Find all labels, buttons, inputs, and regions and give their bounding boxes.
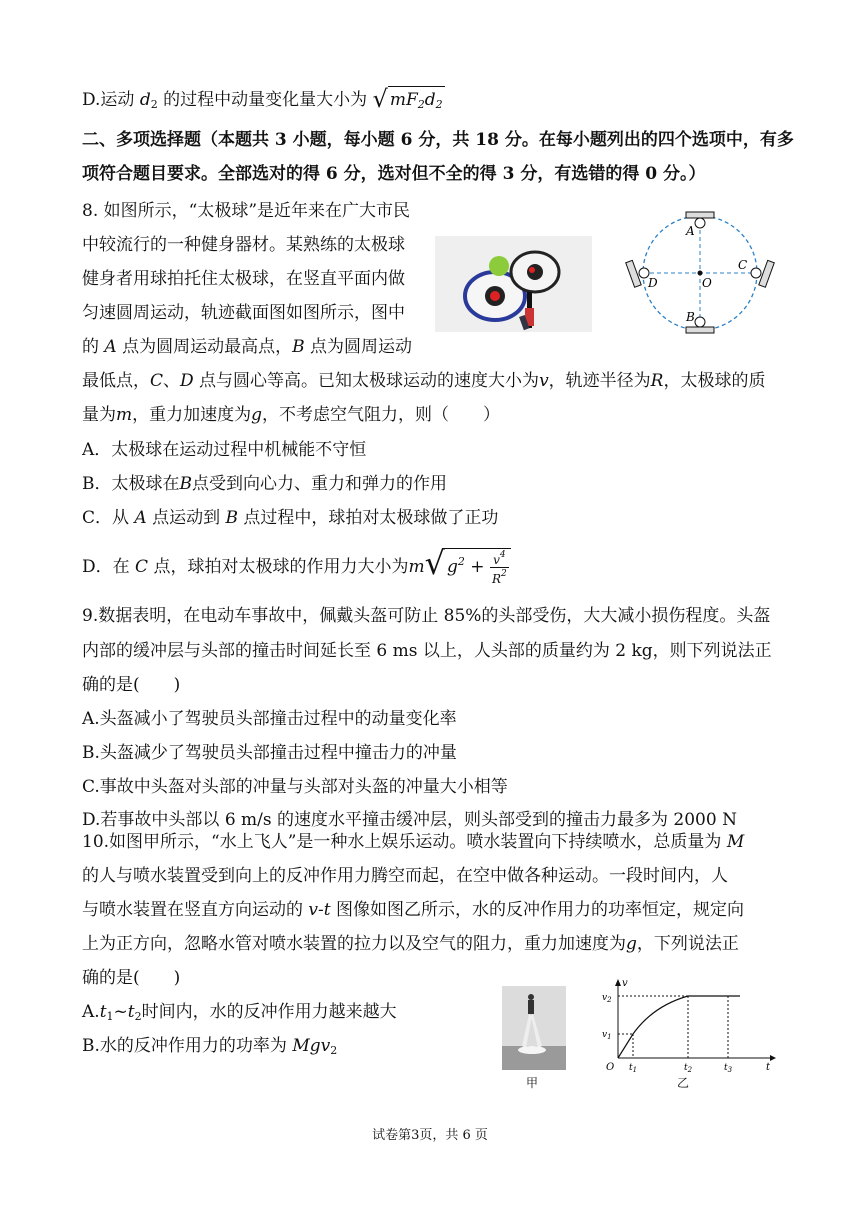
ball-bottom [695, 317, 705, 327]
jetpack-illustration [502, 986, 566, 1070]
q8-line1: 8. 如图所示，“太极球”是近年来在广大市民 [82, 201, 411, 221]
section2-line2: 项符合题目要求。全部选对的得 6 分，选对但不全的得 3 分，有选错的得 0 分。） [82, 164, 706, 184]
racket-bottom [686, 327, 714, 333]
sqrt-icon: √ [372, 85, 388, 113]
water-jetpack-photo [502, 986, 566, 1070]
label-v1: $v_1$ [602, 1030, 612, 1041]
q8-line7: 量为m，重力加速度为g，不考虑空气阻力，则（ ） [82, 405, 501, 425]
label-t2: $t_2$ [684, 1063, 693, 1074]
caption-yi: 乙 [677, 1076, 690, 1090]
label-origin: O [606, 1062, 615, 1073]
q8-line2: 中较流行的一种健身器材。某熟练的太极球 [82, 235, 405, 255]
q10-line4: 上为正方向，忽略水管对喷水装置的拉力以及空气的阻力，重力加速度为g，下列说法正 [82, 934, 739, 954]
q8-line4: 匀速圆周运动，轨迹截面图如图所示，图中 [82, 303, 405, 323]
vt-graph [598, 976, 778, 1076]
sqrt-icon: √ [424, 544, 445, 582]
q9-option-c: C.事故中头盔对头部的冲量与头部对头盔的冲量大小相等 [82, 777, 508, 797]
prev-option-d: D.运动 $d_2$ 的过程中动量变化量大小为 √ $mF_2d_2$ [82, 86, 445, 118]
q10-option-b: B.水的反冲作用力的功率为 Mgv$_2$ [82, 1036, 338, 1057]
q8-option-b: B．太极球在B点受到向心力、重力和弹力的作用 [82, 474, 447, 494]
q10-line2: 的人与喷水装置受到向上的反冲作用力腾空而起，在空中做各种运动。一段时间内，人 [82, 866, 728, 886]
q8-line3: 健身者用球拍托住太极球，在竖直平面内做 [82, 269, 405, 289]
label-t1: $t_1$ [629, 1063, 638, 1074]
q8-line6: 最低点，C、D 点与圆心等高。已知太极球运动的速度大小为v，轨迹半径为R，太极球的质 [82, 371, 766, 391]
q9-option-d: D.若事故中头部以 6 m/s 的速度水平撞击缓冲层，则头部受到的撞击力最多为 2000 N [82, 810, 737, 830]
label-a: A [686, 224, 695, 238]
q9-line3: 确的是( ) [82, 675, 181, 695]
q10-line1: 10.如图甲所示，“水上飞人”是一种水上娱乐运动。喷水装置向下持续喷水，总质量为 M [82, 832, 745, 852]
center-dot [698, 271, 703, 276]
label-v2: $v_2$ [602, 993, 612, 1004]
q10-line5: 确的是( ) [82, 968, 181, 988]
v-axis-arrow-icon [615, 979, 621, 986]
label-v: v [622, 978, 628, 989]
q10-line3: 与喷水装置在竖直方向运动的 v-t 图像如图乙所示，水的反冲作用力的功率恒定，规定向 [82, 900, 744, 920]
q9-line2: 内部的缓冲层与头部的撞击时间延长至 6 ms 以上，人头部的质量约为 2 kg，则下列说法正 [82, 641, 772, 661]
label-t3: $t_3$ [724, 1063, 733, 1074]
radicand: $g^2$ + $\frac{v^4}{R^2}$ [445, 548, 511, 586]
q10-option-a: $A.t_1\sim t_2$时间内，水的反冲作用力越来越大 [82, 1002, 397, 1023]
q9-option-b: B.头盔减少了驾驶员头部撞击过程中撞击力的冲量 [82, 743, 457, 763]
label-b: B [686, 310, 695, 324]
q8-option-c: C．从 A 点运动到 B 点过程中，球拍对太极球做了正功 [82, 508, 499, 528]
q8-option-d: D．在 C 点，球拍对太极球的作用力大小为m√ $g^2$ + $\frac{v^4}{R^2}$ [82, 548, 511, 586]
label-t: t [766, 1062, 771, 1073]
ball-top [695, 218, 705, 228]
q9-line1: 9.数据表明，在电动车事故中，佩戴头盔可防止 85%的头部受伤，大大减小损伤程度。头盔 [82, 606, 771, 626]
section2-line1: 二、多项选择题（本题共 3 小题，每小题 6 分，共 18 分。在每小题列出的四个选项中，有多 [82, 130, 794, 150]
taiji-racket-photo [435, 236, 592, 332]
caption-jia: 甲 [526, 1076, 539, 1090]
q8-line5: 的 A 点为圆周运动最高点，B 点为圆周运动 [82, 337, 412, 357]
page-footer: 试卷第3页，共 6 页 [372, 1128, 488, 1143]
q8-option-a: A．太极球在运动过程中机械能不守恒 [82, 440, 367, 460]
label-o: O [702, 276, 712, 290]
vt-curve [618, 996, 740, 1058]
label-d: D [648, 276, 658, 290]
racket-top [686, 212, 714, 218]
racket-illustration [435, 236, 592, 332]
q9-option-a: A.头盔减小了驾驶员头部撞击过程中的动量变化率 [82, 709, 457, 729]
fraction: $\frac{v^4}{R^2}$ [491, 550, 507, 586]
radicand: $mF_2d_2$ [388, 86, 445, 118]
t-axis-arrow-icon [770, 1055, 776, 1061]
label-c: C [738, 258, 748, 272]
ball-right [751, 268, 761, 278]
circular-motion-diagram [620, 205, 780, 335]
